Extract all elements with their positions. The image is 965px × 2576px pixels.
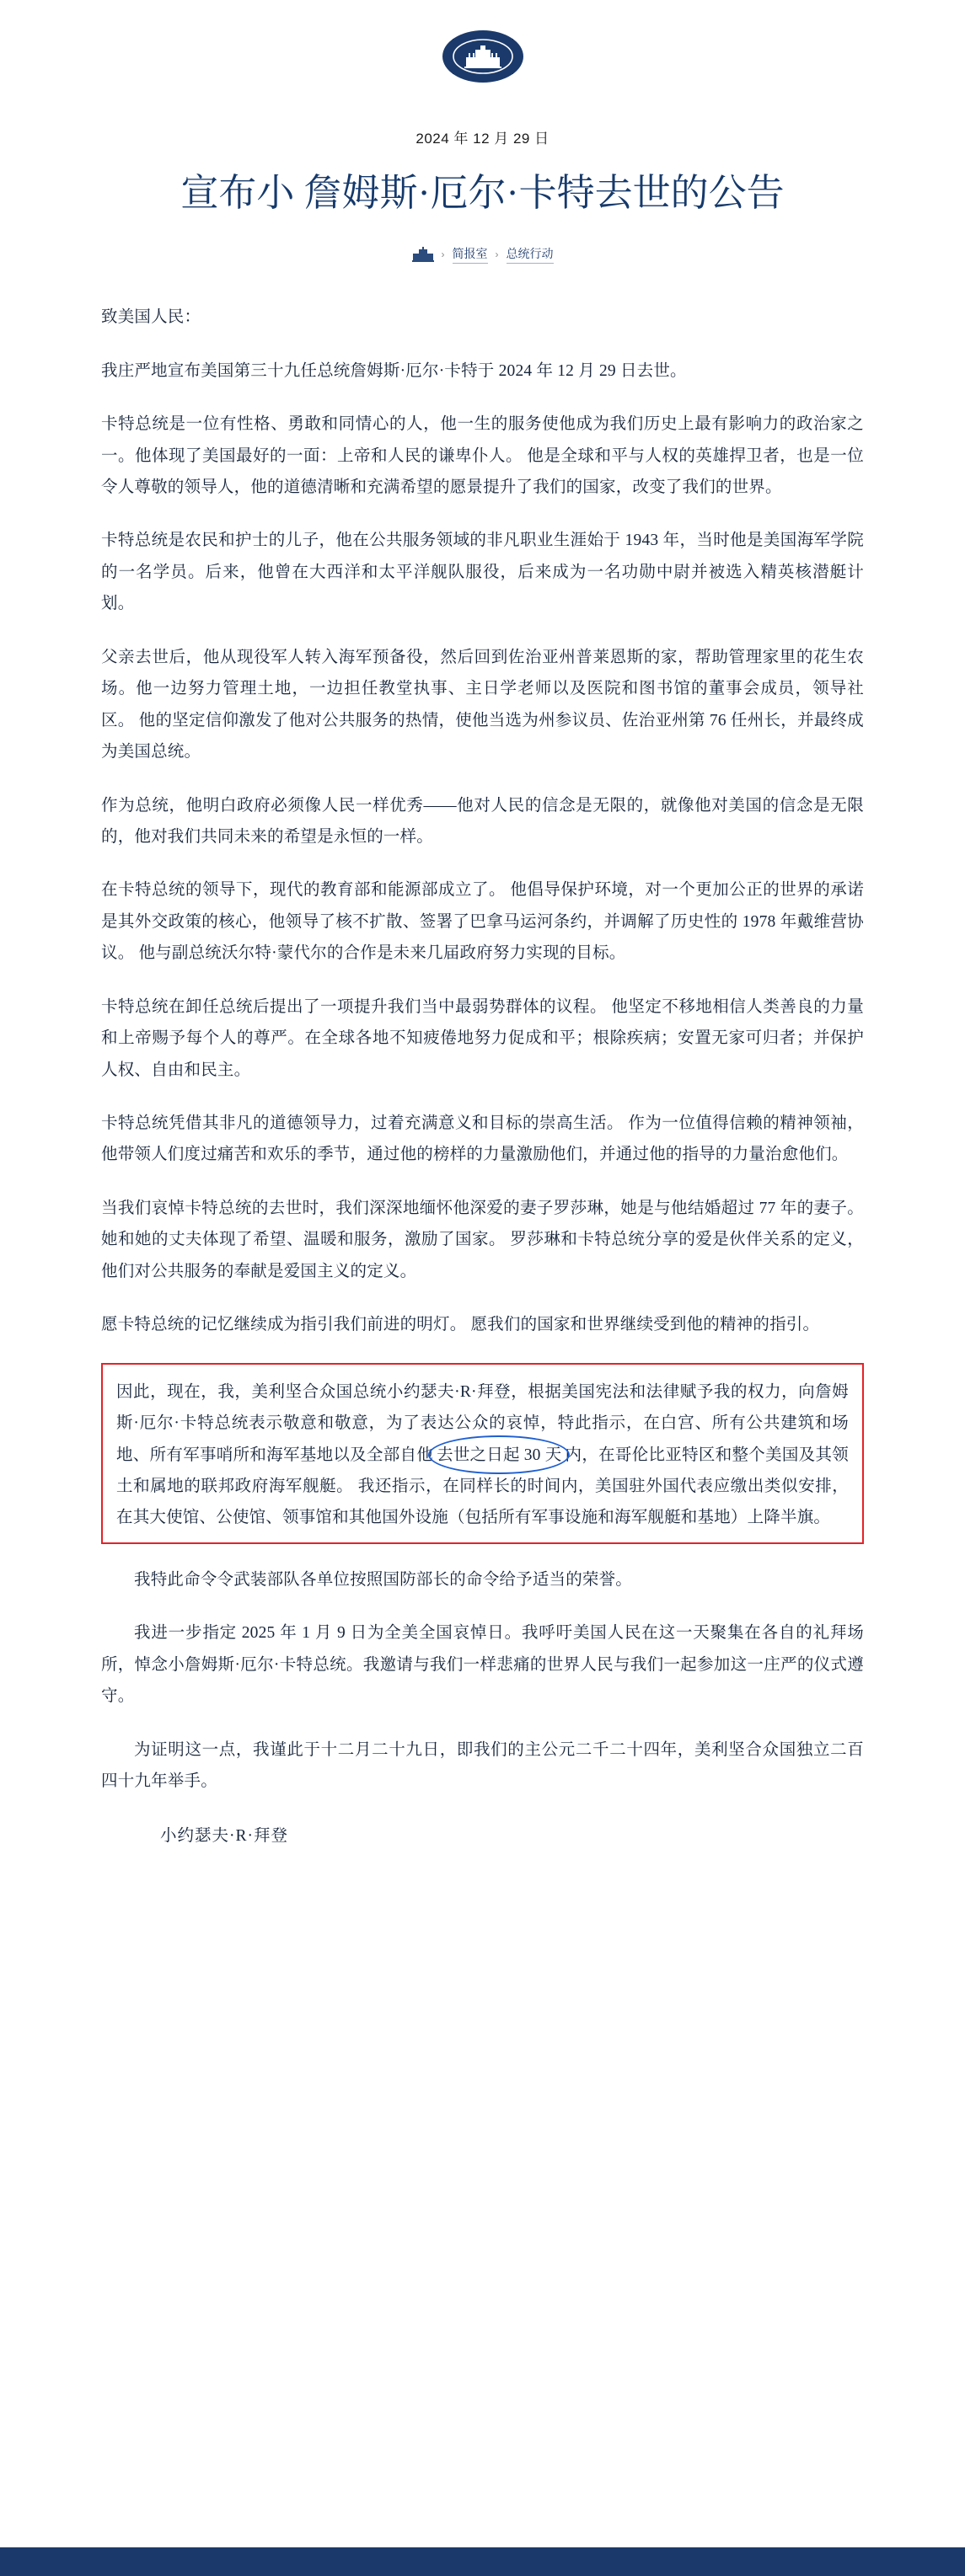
closing-paragraph-2: 我进一步指定 2025 年 1 月 9 日为全美全国哀悼日。我呼吁美国人民在这一天聚集在各自的礼拜场所，悼念小詹姆斯·厄尔·卡特总统。我邀请与我们一样悲痛的世界人民与我们一起参加这一庄严的仪式遵守。	[101, 1624, 864, 1706]
white-house-seal-icon	[442, 30, 523, 83]
paragraph-6: 在卡特总统的领导下，现代的教育部和能源部成立了。 他倡导保护环境，对一个更加公正的世界的承诺是其外交政策的核心，他领导了核不扩散、签署了巴拿马运河条约，并调解了历史性的 1978 年戴维营协议。 他与副总统沃尔特·蒙代尔的合作是未来几届政府努力实现的目标。	[101, 881, 864, 963]
paragraph-5: 作为总统，他明白政府必须像人民一样优秀——他对人民的信念是无限的，就像他对美国的信念是无限的，他对我们共同未来的希望是永恒的一样。	[101, 796, 864, 846]
boxed-text-before: 因此，现在，我，美利坚合众国总统小约瑟夫·R·拜登，根据美国宪法和法律赋予我的权力，向詹姆斯·厄尔·卡特总统表示敬意和敬意，为了表达公众的哀悼，特此指示，在白宫、所有公共建筑和场地、所有军事哨所和海军基地以及全部自他	[116, 1382, 849, 1464]
paragraph-10: 愿卡特总统的记忆继续成为指引我们前进的明灯。 愿我们的国家和世界继续受到他的精神的指引。	[101, 1316, 820, 1334]
breadcrumb-item-presidential-actions[interactable]: 总统行动	[507, 245, 554, 264]
highlighted-directive-box	[101, 1363, 864, 1544]
breadcrumb-separator-1: ›	[441, 249, 445, 261]
breadcrumb	[0, 245, 965, 264]
boxed-text-after: 内，在哥伦比亚特区和整个美国及其领土和属地的联邦政府海军舰艇。 我还指示，在同样长的时间内，美国驻外国代表应缴出类似安排，在其大使馆、公使馆、领事馆和其他国外设施（包括所有军事设施和海军舰艇和基地）上降半旗。	[116, 1446, 849, 1527]
breadcrumb-separator-2: ›	[495, 249, 499, 261]
paragraph-4: 父亲去世后，他从现役军人转入海军预备役，然后回到佐治亚州普莱恩斯的家，帮助管理家里的花生农场。他一边努力管理土地，一边担任教堂执事、主日学老师以及医院和图书馆的董事会成员，领导社区。 他的坚定信仰激发了他对公共服务的热情，使他当选为州参议员、佐治亚州第 76 任州长，并最终成为美国总统。	[101, 648, 864, 762]
document-body	[101, 302, 864, 1846]
footer-bar	[0, 2547, 965, 2576]
page-title: 宣布小 詹姆斯·厄尔·卡特去世的公告	[180, 172, 785, 214]
paragraph-3: 卡特总统是农民和护士的儿子，他在公共服务领域的非凡职业生涯始于 1943 年，当时他是美国海军学院的一名学员。后来，他曾在大西洋和太平洋舰队服役，后来成为一名功勋中尉并被选入精英核潜艇计划。	[101, 532, 864, 613]
paragraph-7: 卡特总统在卸任总统后提出了一项提升我们当中最弱势群体的议程。 他坚定不移地相信人类善良的力量和上帝赐予每个人的尊严。在全球各地不知疲倦地努力促成和平；根除疾病；安置无家可归者；并保护人权、自由和民主。	[101, 997, 864, 1079]
seal-container	[0, 30, 965, 83]
boxed-paragraph	[116, 1376, 849, 1534]
circled-annotation: 去世之日起 30 天	[433, 1440, 565, 1471]
paragraph-9: 当我们哀悼卡特总统的去世时，我们深深地缅怀他深爱的妻子罗莎琳，她是与他结婚超过 77 年的妻子。她和她的丈夫体现了希望、温暖和服务，激励了国家。 罗莎琳和卡特总统分享的爱是伙伴关系的定义，他们对公共服务的奉献是爱国主义的定义。	[101, 1199, 864, 1280]
salutation: 致美国人民：	[101, 308, 201, 327]
paragraph-8: 卡特总统凭借其非凡的道德领导力，过着充满意义和目标的崇高生活。 作为一位值得信赖的精神领袖，他带领人们度过痛苦和欢乐的季节，通过他的榜样的力量激励他们，并通过他的指导的力量治愈他们。	[101, 1114, 864, 1164]
white-house-icon	[412, 247, 434, 262]
closing-paragraph-1: 我特此命令令武装部队各单位按照国防部长的命令给予适当的荣誉。	[134, 1570, 633, 1589]
signature: 小约瑟夫·R·拜登	[160, 1827, 288, 1846]
header-divider	[0, 272, 965, 273]
paragraph-2: 卡特总统是一位有性格、勇敢和同情心的人，他一生的服务使他成为我们历史上最有影响力的政治家之一。他体现了美国最好的一面：上帝和人民的谦卑仆人。 他是全球和平与人权的英雄捍卫者，也是一位令人尊敬的领导人，他的道德清晰和充满希望的愿景提升了我们的国家，改变了我们的世界。	[101, 415, 864, 496]
paragraph-1: 我庄严地宣布美国第三十九任总统詹姆斯·厄尔·卡特于 2024 年 12 月 29 日去世。	[101, 361, 687, 380]
publish-date: 2024 年 12 月 29 日	[415, 131, 550, 147]
breadcrumb-item-briefing-room[interactable]: 简报室	[453, 245, 488, 264]
closing-paragraph-3: 为证明这一点，我谨此于十二月二十九日，即我们的主公元二千二十四年，美利坚合众国独立二百四十九年举手。	[101, 1740, 864, 1790]
